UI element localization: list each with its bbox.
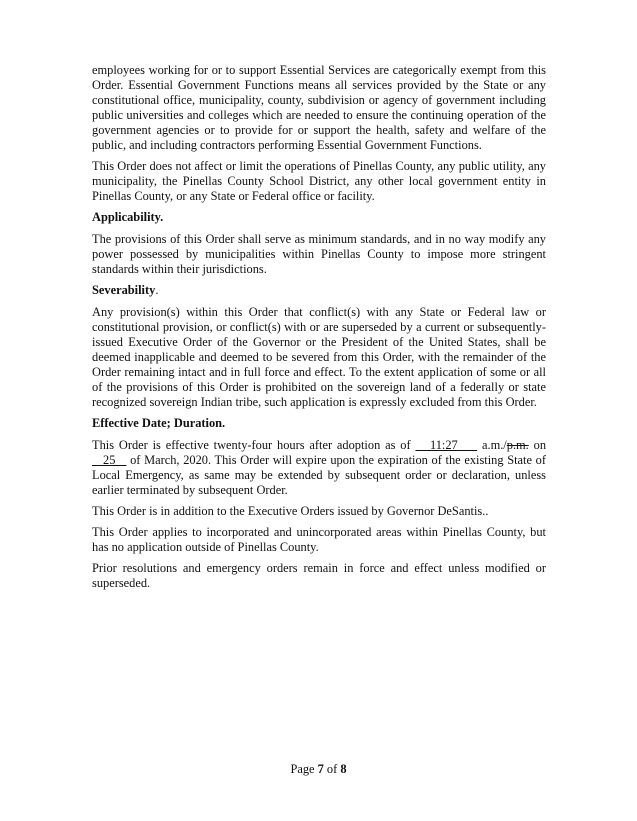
- paragraph-governor-orders: This Order is in addition to the Executive Orders issued by Governor DeSantis..: [92, 504, 489, 518]
- page-current-number: 7: [317, 762, 324, 776]
- document-body: [92, 63, 546, 597]
- page-label: Page: [290, 762, 318, 776]
- heading-severability-text: Severability: [92, 283, 156, 297]
- effective-pm-struck: p.m.: [506, 438, 529, 452]
- paragraph-applicability: The provisions of this Order shall serve as minimum standards, and in no way modify any power possessed by municipalities within Pinellas County to impose more stringent standards within their jurisdictions.: [92, 232, 546, 276]
- paragraph-no-limit-operations: This Order does not affect or limit the operations of Pinellas County, any public utility, any municipality, the Pinellas County School District, any other local government entity in Pinellas County, or any State or Federal office or facility.: [92, 159, 546, 203]
- effective-day-fill: 25: [92, 453, 127, 467]
- effective-time-fill: 11:27: [415, 438, 478, 452]
- heading-applicability: Applicability.: [92, 210, 164, 224]
- heading-severability-period: .: [155, 283, 159, 297]
- page-total-number: 8: [340, 762, 347, 776]
- paragraph-applies-areas: This Order applies to incorporated and unincorporated areas within Pinellas County, but has no application outside of Pinellas County.: [92, 525, 546, 554]
- paragraph-effective-date: [92, 438, 546, 498]
- effective-text-tail: of March, 2020. This Order will expire upon the expiration of the existing State of Local Emergency, as same may be extended by subsequent order or declaration, unless earlier terminated by subsequent Order.: [92, 453, 546, 497]
- paragraph-essential-government-functions: employees working for or to support Essential Services are categorically exempt from this Order. Essential Government Functions means all services provided by the State or any constitutional office, municipality, county, subdivision or agency of government including public universities and colleges which are needed to ensure the continuing operation of the government agencies or to provide for or support the health, safety and welfare of the public, and including contractors performing Essential Government Functions.: [92, 63, 546, 152]
- page-of-label: of: [323, 762, 341, 776]
- effective-am-label: a.m./: [477, 438, 507, 452]
- heading-severability: [92, 283, 546, 298]
- heading-effective-date: Effective Date; Duration.: [92, 416, 226, 430]
- paragraph-severability: Any provision(s) within this Order that conflict(s) with any State or Federal law or constitutional provision, or conflict(s) with or are superseded by a current or subsequently-issued Executive Order of the Governor or the President of the United States, shall be deemed inapplicable and deemed to be severed from this Order, with the remainder of the Order remaining intact and in full force and effect. To the extent application of some or all of the provisions of this Order is prohibited on the sovereign land of a federally or state recognized sovereign Indian tribe, such application is expressly excluded from this Order.: [92, 305, 546, 409]
- effective-on-label: on: [528, 438, 547, 452]
- page-footer: [0, 762, 637, 777]
- effective-text-lead: This Order is effective twenty-four hours after adoption as of: [92, 438, 416, 452]
- paragraph-prior-resolutions: Prior resolutions and emergency orders remain in force and effect unless modified or superseded.: [92, 561, 546, 590]
